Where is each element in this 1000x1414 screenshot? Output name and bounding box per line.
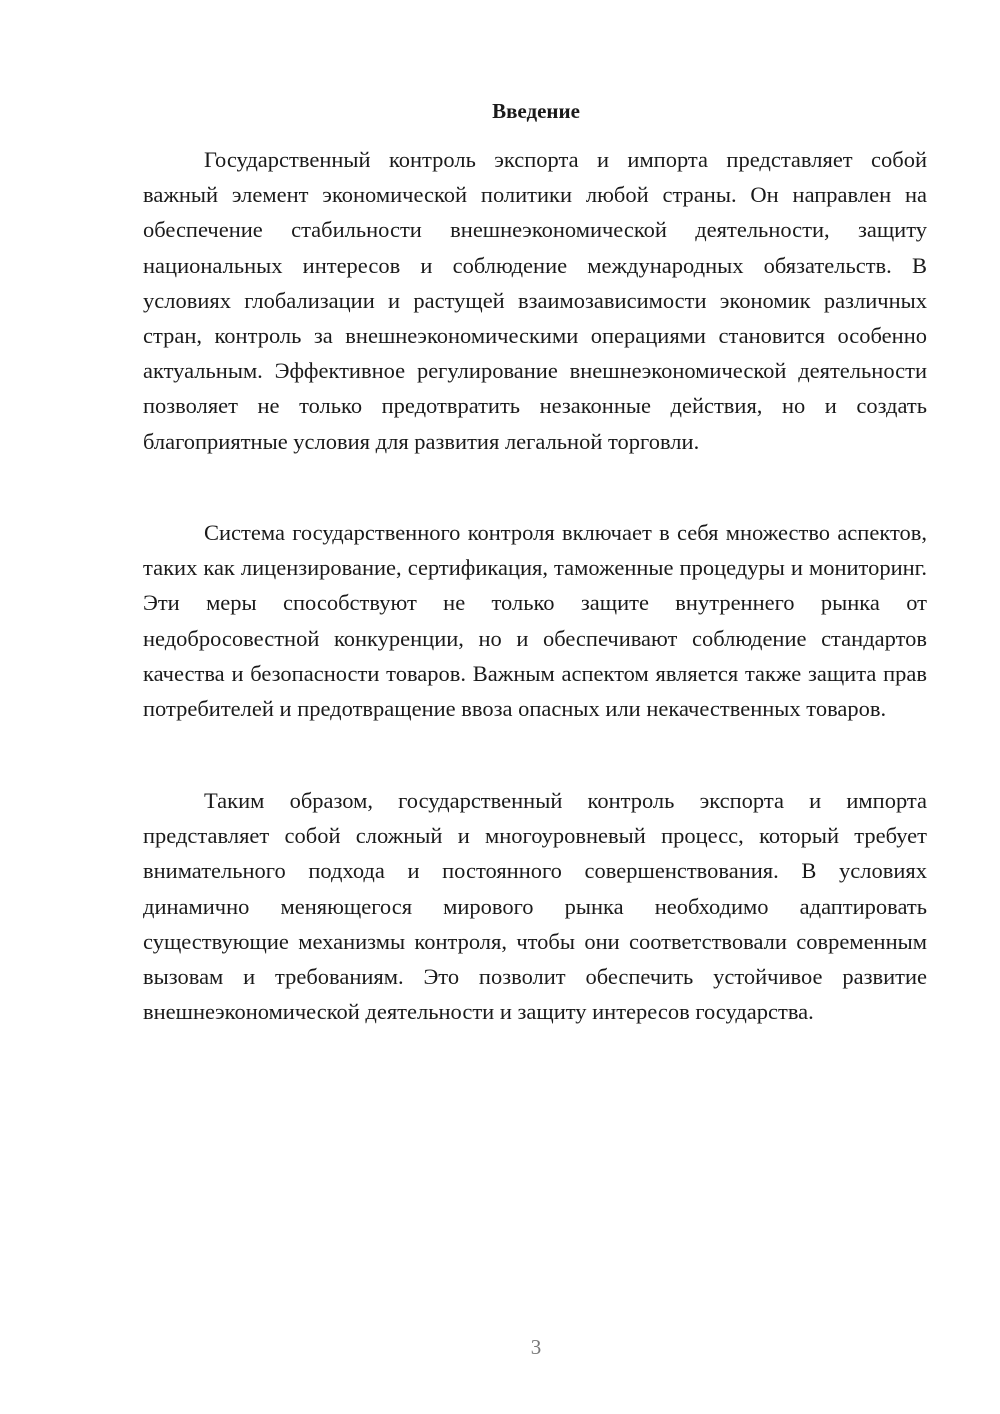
- page-number: 3: [530, 1335, 542, 1359]
- page-title: Введение: [492, 99, 580, 123]
- paragraph-2: Система государственного контроля включает в себя множество аспектов, таких как лицензирование, сертификация, таможенные процедуры и мониторинг. Эти меры способствуют не только защите внутреннего рынка от недобросовестной конкуренции, но и обеспечивают соблюдение стандартов качества и безопасности товаров. Важным аспектом является также защита прав потребителей и предотвращение ввоза опасных или некачественных товаров.: [143, 520, 927, 722]
- paragraph-3: Таким образом, государственный контроль экспорта и импорта представляет собой сложный и многоуровневый процесс, который требует внимательного подхода и постоянного совершенствования. В условиях динамично меняющегося мирового рынка необходимо адаптировать существующие механизмы контроля, чтобы они соответствовали современным вызовам и требованиям. Это позволит обеспечить устойчивое развитие внешнеэкономической деятельности и защиту интересов государства.: [143, 788, 927, 1025]
- paragraph-1: Государственный контроль экспорта и импорта представляет собой важный элемент экономической политики любой страны. Он направлен на обеспечение стабильности внешнеэкономической деятельности, защиту национальных интересов и соблюдение международных обязательств. В условиях глобализации и растущей взаимозависимости экономик различных стран, контроль за внешнеэкономическими операциями становится особенно актуальным. Эффективное регулирование внешнеэкономической деятельности позволяет не только предотвратить незаконные действия, но и создать благоприятные условия для развития легальной торговли.: [143, 147, 927, 454]
